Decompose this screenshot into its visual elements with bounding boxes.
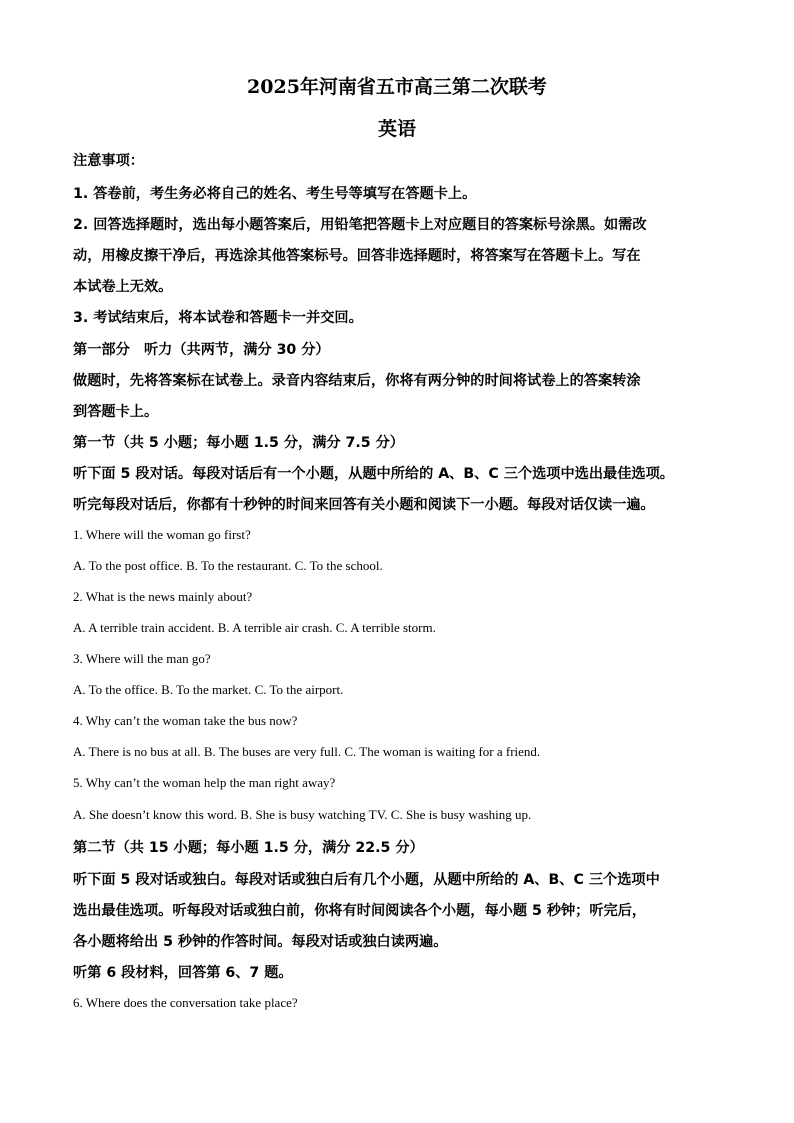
section2-intro-line-1: 听下面 5 段对话或独白。每段对话或独白后有几个小题，从题中所给的 A、B、C 三个选项中 — [73, 872, 660, 888]
notice-line-5: 3. 考试结束后，将本试卷和答题卡一并交回。 — [73, 310, 363, 326]
question-5: 5. Why can’t the woman help the man right away? — [73, 775, 336, 790]
section2-intro-line-2: 选出最佳选项。听每段对话或独白前，你将有时间阅读各个小题，每小题 5 秒钟；听完后， — [73, 903, 647, 919]
notice-line-4: 本试卷上无效。 — [73, 279, 173, 295]
question-4-options: A. There is no bus at all. B. The buses are very full. C. The woman is waiting for a friend. — [73, 744, 541, 759]
section2-heading: 第二节（共 15 小题；每小题 1.5 分，满分 22.5 分） — [73, 840, 424, 856]
question-2-options: A. A terrible train accident. B. A terrible air crash. C. A terrible storm. — [73, 620, 436, 635]
part1-intro-line-2: 到答题卡上。 — [73, 404, 159, 420]
question-1-options: A. To the post office. B. To the restaurant. C. To the school. — [73, 558, 383, 573]
notice-line-3: 动，用橡皮擦干净后，再选涂其他答案标号。回答非选择题时，将答案写在答题卡上。写在 — [73, 248, 641, 264]
part1-intro-line-1: 做题时，先将答案标在试卷上。录音内容结束后，你将有两分钟的时间将试卷上的答案转涂 — [73, 373, 641, 389]
notice-line-2: 2. 回答选择题时，选出每小题答案后，用铅笔把答题卡上对应题目的答案标号涂黑。如需改 — [73, 217, 647, 233]
notice-heading: 注意事项： — [73, 153, 144, 169]
question-5-options: A. She doesn’t know this word. B. She is busy watching TV. C. She is busy washing up. — [73, 807, 532, 822]
notice-line-1: 1. 答卷前，考生务必将自己的姓名、考生号等填写在答题卡上。 — [73, 186, 477, 202]
question-3-options: A. To the office. B. To the market. C. To the airport. — [73, 682, 344, 697]
question-1: 1. Where will the woman go first? — [73, 527, 251, 542]
section1-intro-line-1: 听下面 5 段对话。每段对话后有一个小题，从题中所给的 A、B、C 三个选项中选出最佳选项。 — [73, 466, 674, 482]
question-2: 2. What is the news mainly about? — [73, 589, 253, 604]
section1-heading: 第一节（共 5 小题；每小题 1.5 分，满分 7.5 分） — [73, 435, 404, 451]
exam-title: 2025年河南省五市高三第二次联考 — [247, 76, 547, 98]
question-3: 3. Where will the man go? — [73, 651, 211, 666]
section1-intro-line-2: 听完每段对话后，你都有十秒钟的时间来回答有关小题和阅读下一小题。每段对话仅读一遍。 — [73, 497, 655, 513]
question-6: 6. Where does the conversation take place? — [73, 995, 298, 1010]
exam-subject: 英语 — [377, 118, 416, 140]
section2-intro-line-3: 各小题将给出 5 秒钟的作答时间。每段对话或独白读两遍。 — [73, 934, 448, 950]
part1-heading: 第一部分 听力（共两节，满分 30 分） — [73, 342, 330, 358]
question-4: 4. Why can’t the woman take the bus now? — [73, 713, 298, 728]
material6-heading: 听第 6 段材料，回答第 6、7 题。 — [73, 965, 293, 981]
